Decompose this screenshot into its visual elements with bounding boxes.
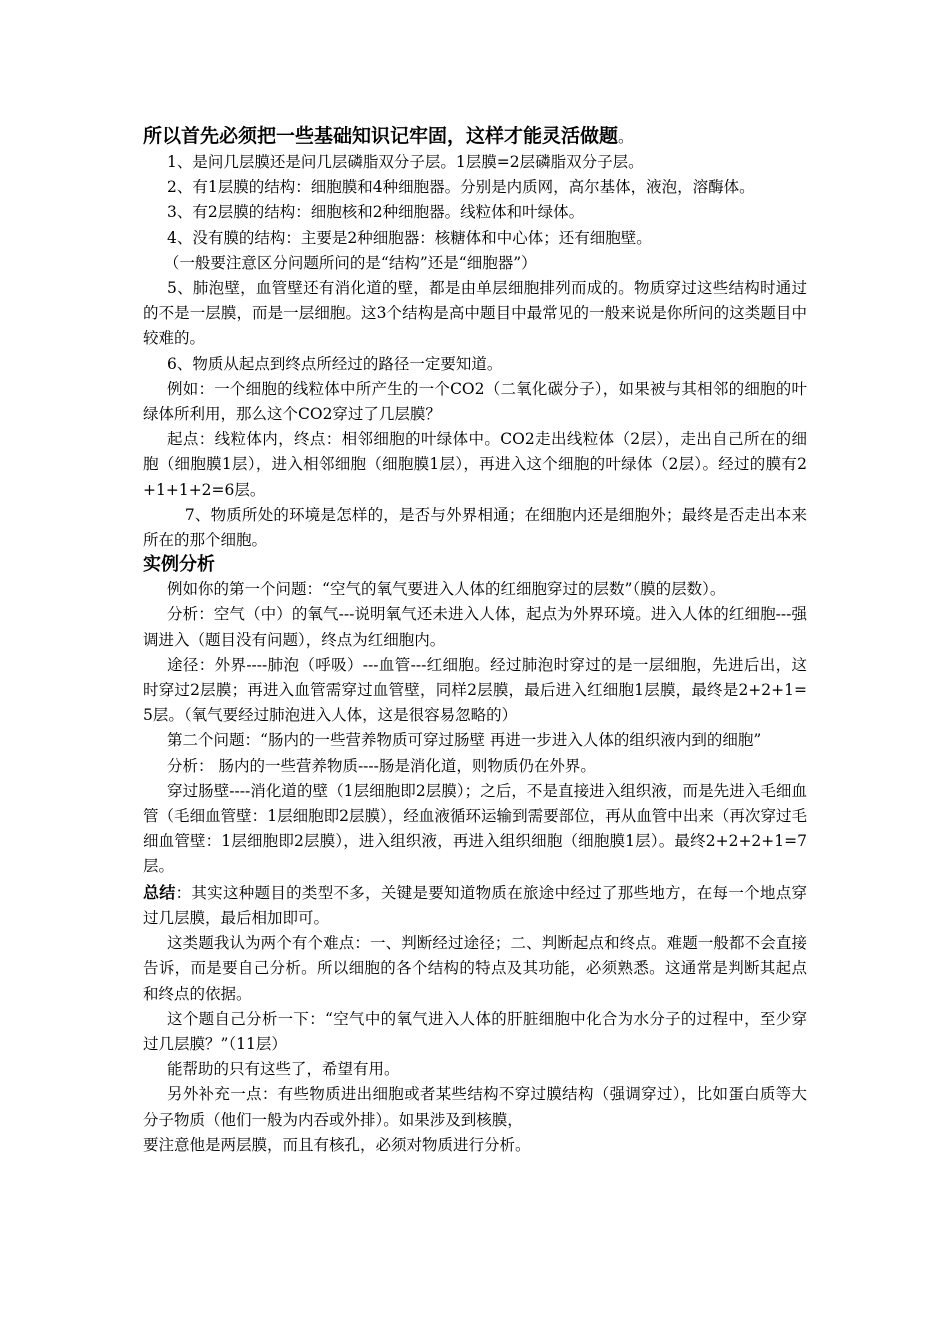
exercise-question: 这个题自己分析一下：“空气中的氧气进入人体的肝脏细胞中化合为水分子的过程中，至少穿过几层膜？”（11层）: [143, 1009, 807, 1053]
question-1-path: 途径：外界----肺泡（呼吸）---血管---红细胞。经过肺泡时穿过的是一层细胞，先进后出，这时穿过2层膜；再进入血管需穿过血管壁，同样2层膜，最后进入红细胞1层膜，最终是2+2+1=5层。（氧气要经过肺泡进入人体，这是很容易忽略的）: [143, 655, 807, 725]
example-question: 例如：一个细胞的线粒体中所产生的一个CO2（二氧化碳分子），如果被与其相邻的细胞的叶绿体所利用，那么这个CO2穿过了几层膜？: [143, 379, 807, 424]
final-line: 要注意他是两层膜，而且有核孔，必须对物质进行分析。: [143, 1135, 531, 1154]
document-page: [143, 124, 807, 1158]
question-1-analysis: 分析：空气（中）的氧气---说明氧气还未进入人体，起点为外界环境。进入人体的红细胞---强调进入（题目没有问题），终点为红细胞内。: [143, 605, 807, 649]
closing-line: 能帮助的只有这些了，希望有用。: [167, 1060, 400, 1079]
question-2: 第二个问题：“肠内的一些营养物质可穿过肠壁 再进一步进入人体的组织液内到的细胞”: [167, 731, 762, 750]
point-6: 6、物质从起点到终点所经过的路径一定要知道。: [167, 354, 503, 373]
section-title: 实例分析: [143, 554, 215, 576]
summary: [143, 880, 807, 931]
summary-text: ：其实这种题目的类型不多，关键是要知道物质在旅途中经过了那些地方，在每一个地点穿过几层膜，最后相加即可。: [143, 883, 807, 927]
point-7: 7、物质所处的环境是怎样的，是否与外界相通；在细胞内还是细胞外；最终是否走出本来所在的那个细胞。: [143, 505, 807, 550]
point-4-note: （一般要注意区分问题所问的是“结构”还是“细胞器”）: [163, 253, 537, 272]
intro-heading: [143, 124, 807, 150]
question-1: 例如你的第一个问题：“空气的氧气要进入人体的红细胞穿过的层数”（膜的层数）。: [167, 580, 726, 599]
intro-heading-bold: 所以首先必须把一些基础知识记牢固，这样才能灵活做题: [143, 125, 619, 147]
point-2: 2、有1层膜的结构：细胞膜和4种细胞器。分别是内质网，高尔基体，液泡，溶酶体。: [167, 178, 755, 197]
summary-lead: 总结: [143, 882, 176, 902]
question-2-path: 穿过肠壁----消化道的壁（1层细胞即2层膜）；之后，不是直接进入组织液，而是先进入毛细血管（毛细血管壁：1层细胞即2层膜），经血液循环运输到需要部位，再从血管中出来（再次穿过毛细血管壁：1层细胞即2层膜），进入组织液，再进入组织细胞（细胞膜1层）。最终2+2+2+1=7层。: [143, 781, 807, 876]
point-4: 4、没有膜的结构：主要是2种细胞器：核糖体和中心体；还有细胞壁。: [167, 228, 652, 247]
question-2-analysis: 分析： 肠内的一些营养物质----肠是消化道，则物质仍在外界。: [167, 756, 596, 775]
supplement-note: 另外补充一点：有些物质进出细胞或者某些结构不穿过膜结构（强调穿过），比如蛋白质等大分子物质（他们一般为内吞或外排）。如果涉及到核膜，: [143, 1085, 807, 1129]
point-1: 1、是问几层膜还是问几层磷脂双分子层。1层膜=2层磷脂双分子层。: [167, 153, 644, 171]
point-5: 5、肺泡壁，血管壁还有消化道的壁，都是由单层细胞排列而成的。物质穿过这些结构时通过的不是一层膜，而是一层细胞。这3个结构是高中题目中最常见的一般来说是你所问的这类题目中较难的。: [143, 279, 807, 348]
difficulty-note: 这类题我认为两个有个难点：一、判断经过途径；二、判断起点和终点。难题一般都不会直接告诉，而是要自己分析。所以细胞的各个结构的特点及其功能，必须熟悉。这通常是判断其起点和终点的依据。: [143, 934, 807, 1003]
example-answer: 起点：线粒体内，终点：相邻细胞的叶绿体中。CO2走出线粒体（2层），走出自己所在的细胞（细胞膜1层），进入相邻细胞（细胞膜1层），再进入这个细胞的叶绿体（2层）。经过的膜有2+1+1+2=6层。: [143, 430, 807, 499]
intro-heading-tail: 。: [618, 128, 634, 146]
point-3: 3、有2层膜的结构：细胞核和2种细胞器。线粒体和叶绿体。: [167, 203, 585, 222]
